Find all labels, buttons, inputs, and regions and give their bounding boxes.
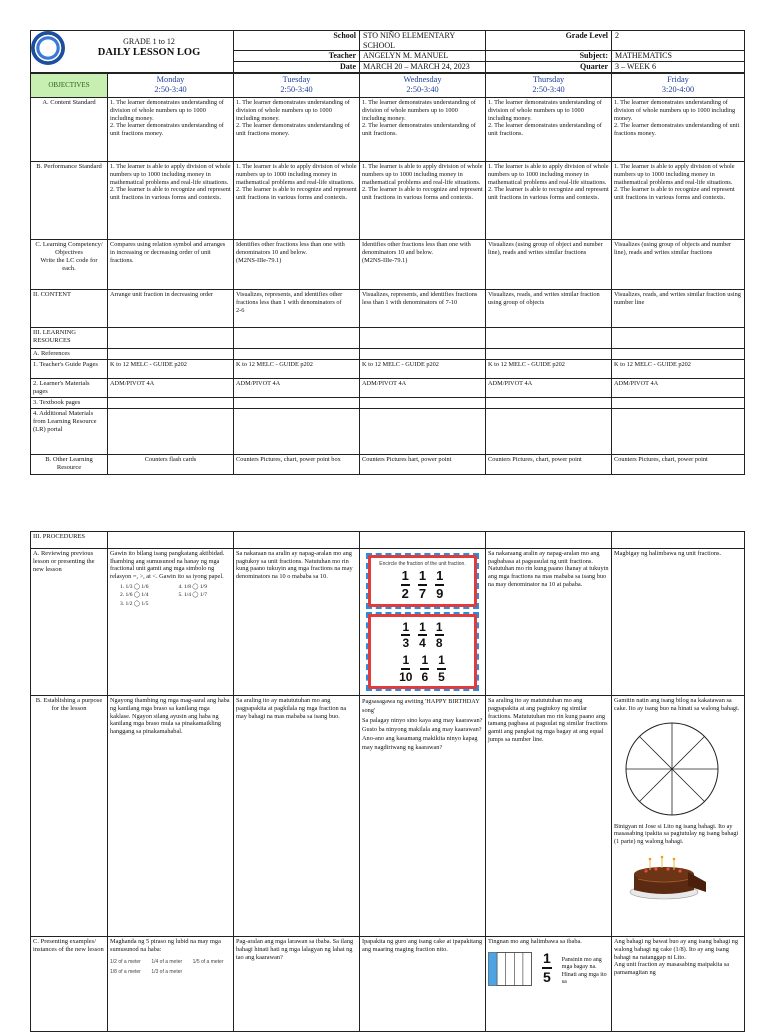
- cell-tuesday: Pag-aralan ang mga larawan sa ibaba. Sa ilang bahagi hinati hati ng mga lalagyan ng lahat ng tao ang kaarawan?: [234, 937, 360, 1032]
- numerator: 1: [435, 620, 444, 637]
- rope-lengths: [110, 959, 231, 975]
- unit-fraction-card-top: [368, 555, 477, 607]
- example-intro: Tingnan mo ang halimbawa sa ibaba.: [488, 938, 582, 946]
- row-label: II. CONTENT: [31, 290, 108, 328]
- fraction-row: [373, 568, 472, 602]
- unit-fraction: [401, 620, 410, 651]
- denominator: 4: [419, 636, 426, 651]
- cell-tuesday: Identifies other fractions less than one with denominators 10 and below. (M2NS-IIIe-79.1): [234, 240, 360, 290]
- card-heading: Encircle the fraction of the unit fraction.: [379, 561, 466, 567]
- row-label: A. References: [31, 349, 108, 360]
- fraction-row: [373, 620, 472, 651]
- objectives-table: [30, 73, 745, 475]
- cell-thursday: 1. The learner demonstrates understanding of division of whole numbers up to 1000 including money. 2. The learner demonstrates understanding of unit fractions.: [486, 98, 612, 162]
- day-name: Friday: [667, 75, 689, 85]
- cell-thursday: [486, 937, 612, 1032]
- comparison-item: 4. 1/8 ◯ 1/9: [178, 583, 207, 590]
- cell-wednesday: 1. The learner demonstrates understanding of division of whole numbers up to 1000 including money. 2. The learner demonstrates understanding of unit fractions.: [360, 98, 486, 162]
- cell-monday: ADM/PIVOT 4A: [108, 379, 234, 398]
- quarter-key: Quarter: [486, 62, 612, 73]
- day-monday: [108, 74, 234, 98]
- subject-value: MATHEMATICS: [612, 51, 745, 62]
- comparison-item: 2. 1/6 ◯ 1/4: [120, 592, 149, 599]
- row-performance-standard: [31, 162, 745, 240]
- row-content: [31, 290, 745, 328]
- row-learning-resources: [31, 328, 745, 349]
- cell-monday: K to 12 MELC - GUIDE p202: [108, 360, 234, 379]
- cell-tuesday: Visualizes, represents, and identifies other fractions less than 1 with denominators of 2-6: [234, 290, 360, 328]
- day-time: 2:50-3:40: [532, 84, 565, 94]
- cell-tuesday: Sa nakaraan na aralin ay napag-aralan mo ang pagtukoy sa unit fractions. Natutuhan mo rin kung paano tukuyin ang mga fractions na may denominators na 10 o mababa sa 10.: [234, 549, 360, 696]
- circle-eighths-diagram: [622, 719, 742, 819]
- teacher-key: Teacher: [234, 51, 360, 62]
- grade-level-value: 2: [612, 31, 745, 51]
- denominator: 6: [421, 669, 429, 684]
- cell-thursday: Counters Pictures, chart, power point: [486, 455, 612, 475]
- unit-fraction: [399, 653, 412, 684]
- quarter-value: 3 – WEEK 6: [612, 62, 745, 73]
- row-label: 4. Additional Materials from Learning Resource (LR) portal: [31, 409, 108, 455]
- teacher-value: ANGELYN M. MANUEL: [360, 51, 486, 62]
- fifths-example: [488, 950, 609, 986]
- date-key: Date: [234, 62, 360, 73]
- cell-monday: 1. The learner demonstrates understanding of division of whole numbers up to 1000 including money. 2. The learner demonstrates understanding of unit fractions money.: [108, 98, 234, 162]
- row-additional-materials: [31, 409, 745, 455]
- row-label: B. Other Learning Resource: [31, 455, 108, 475]
- header-title-cell: [31, 31, 234, 73]
- unit-fraction: [435, 620, 444, 651]
- row-learning-competency: [31, 240, 745, 290]
- cell-tuesday: K to 12 MELC - GUIDE p202: [234, 360, 360, 379]
- rope-length-item: 1/5 of a meter: [192, 958, 224, 965]
- day-time: 2:50-3:40: [280, 84, 313, 94]
- cell-monday: Arrange unit fraction in decreasing order: [108, 290, 234, 328]
- cake-description: Binigyan ni Jose si Lito ng isang bahagi. Ito ay masasabing ipakita sa pagtutulay ng isang bahagi (1 parte) ng walong bahagi.: [614, 822, 739, 845]
- unit-fraction: [418, 568, 427, 602]
- circle-eighths-icon: [622, 719, 722, 819]
- cell-monday: Ngayong ihambing ng mga mag-aaral ang haba ng kanilang mga braso sa kanilang mga kaklase. Ngayon silang ayusin ang haba ng kanilang mga braso mula sa pinakamaikling hanggang sa pinakamahabal.: [108, 696, 234, 937]
- cell-monday: [108, 937, 234, 1032]
- row-label: C. Presenting examples/ instances of the new lesson: [31, 937, 108, 1032]
- cell-friday: ADM/PIVOT 4A: [612, 379, 745, 398]
- unit-fraction-card-bottom: [368, 614, 477, 690]
- denominator: 9: [436, 585, 444, 601]
- cell-wednesday: [360, 696, 486, 937]
- row-label: III. LEARNING RESOURCES: [31, 328, 108, 349]
- day-wednesday: [360, 74, 486, 98]
- row-label: 2. Learner's Materials pages: [31, 379, 108, 398]
- cell-thursday: 1. The learner is able to apply division of whole numbers up to 1000 including money in mathematical problems and real-life situations. 2. The learner is able to recognize and represent unit fractions in various forms and contexts.: [486, 162, 612, 240]
- cell-tuesday: Counters Pictures, chart, power point box: [234, 455, 360, 475]
- numerator: 1: [418, 568, 427, 586]
- cell-friday: 1. The learner demonstrates understanding of division of whole numbers up to 1000 including money. 2. The learner demonstrates understanding of unit fractions money.: [612, 98, 745, 162]
- cake-image: [626, 852, 742, 902]
- grade-level-key: Grade Level: [486, 31, 612, 51]
- subject-key: Subject:: [486, 51, 612, 62]
- cell-friday: Magbigay ng halimbawa ng unit fractions.: [612, 549, 745, 696]
- numerator: 1: [437, 653, 446, 670]
- row-label: 1. Teacher's Guide Pages: [31, 360, 108, 379]
- cell-wednesday: Ipapakita ng guro ang isang cake at ipapakitang ang maaring maging fraction nito.: [360, 937, 486, 1032]
- day-name: Monday: [156, 75, 185, 85]
- lesson-log-page-2: [30, 531, 744, 1032]
- cell-tuesday: 1. The learner is able to apply division of whole numbers up to 1000 including money in mathematical problems and real-life situations. 2. The learner is able to recognize and represent unit fractions in various forms and contexts.: [234, 162, 360, 240]
- day-thursday: [486, 74, 612, 98]
- cell-monday: 1. The learner is able to apply division of whole numbers up to 1000 including money in mathematical problems and real-life situations. 2. The learner is able to recognize and represent unit fractions in various forms and contexts.: [108, 162, 234, 240]
- row-label: C. Learning Competency/ Objectives Write the LC code for each.: [31, 240, 108, 290]
- cell-friday: Visualizes, reads, and writes similar fraction using number line: [612, 290, 745, 328]
- denominator: 10: [399, 669, 413, 684]
- row-teachers-guide: [31, 360, 745, 379]
- unit-fraction: [418, 620, 427, 651]
- cell-thursday: Sa araling ito ay matututuhan mo ang pagpapakita at ang pagtukoy ng similar fractions. Matututuhan mo rin kung paano ang tamang pagbasa at pagsulat ng similar fractions gamit ang pangkat ng mga bagay at ang equal jumps sa number line.: [486, 696, 612, 937]
- day-name: Wednesday: [403, 75, 442, 85]
- unit-fraction: [435, 568, 444, 602]
- denominator: 8: [435, 636, 443, 651]
- row-presenting: [31, 937, 745, 1032]
- header-table: [30, 30, 745, 73]
- school-value: STO NIÑO ELEMENTARY SCHOOL: [360, 31, 486, 51]
- cell-wednesday: Counters Pictures hart, power point: [360, 455, 486, 475]
- rope-instruction: Maghanda ng 5 piraso ng lubid na may mga sumusunod na haba:: [110, 938, 221, 953]
- rope-length-item: 1/3 of a meter: [151, 968, 183, 975]
- numerator: 1: [401, 620, 410, 637]
- cell-monday: Counters flash cards: [108, 455, 234, 475]
- fraction-row: [373, 653, 472, 684]
- example-note: Pansinin mo ang mga bagay na. Hinati ang mga ito sa: [561, 956, 607, 985]
- cell-thursday: K to 12 MELC - GUIDE p202: [486, 360, 612, 379]
- doc-title: DAILY LESSON LOG: [97, 46, 201, 58]
- cell-friday: [612, 696, 745, 937]
- row-label: A. Reviewing previous lesson or presenting the new lesson: [31, 549, 108, 696]
- day-time: 3:20-4:00: [661, 84, 695, 94]
- numerator: 1: [418, 620, 427, 637]
- comparison-items: [110, 584, 231, 608]
- fraction-one-fifth: $\frac{1}{5}$: [543, 949, 551, 986]
- numerator: 1: [401, 653, 410, 670]
- cell-wednesday: [360, 549, 486, 696]
- row-textbook: [31, 398, 745, 409]
- cell-thursday: Visualizes, reads, and writes similar fraction using group of objects: [486, 290, 612, 328]
- cell-wednesday: Identifies other fractions less than one with denominators 10 and below. (M2NS-IIIe-79.1): [360, 240, 486, 290]
- day-friday: [612, 74, 745, 98]
- numerator: 1: [401, 568, 410, 586]
- cell-thursday: Visualizes (using group of object and number line), reads and writes similar fractions: [486, 240, 612, 290]
- cell-friday: Counters Pictures, chart, power point: [612, 455, 745, 475]
- cell-friday: 1. The learner is able to apply division of whole numbers up to 1000 including money in mathematical problems and real-life situations. 2. The learner is able to recognize and represent unit fractions in various forms and contexts.: [612, 162, 745, 240]
- cell-tuesday: Sa araling ito ay matututuhan mo ang pagpapakita at pagkilala ng mga fraction na may bahagi na mas mababa sa isang buo.: [234, 696, 360, 937]
- row-learners-materials: [31, 379, 745, 398]
- denominator: 7: [418, 585, 427, 601]
- fifths-bar-icon: [488, 952, 532, 986]
- denominator: 5: [438, 669, 445, 684]
- cell-monday: Compares using relation symbol and arranges in increasing or decreasing order of unit fractions.: [108, 240, 234, 290]
- cell-monday: [108, 549, 234, 696]
- cell-thursday: ADM/PIVOT 4A: [486, 379, 612, 398]
- cell-tuesday: 1. The learner demonstrates understanding of division of whole numbers up to 1000 including money. 2. The learner demonstrates understanding of unit fractions money.: [234, 98, 360, 162]
- row-label: A. Content Standard: [31, 98, 108, 162]
- rope-length-item: 1/4 of a meter: [151, 958, 183, 965]
- unit-fraction: [401, 568, 410, 602]
- cell-tuesday: ADM/PIVOT 4A: [234, 379, 360, 398]
- song-prompt: Pagsasagawa ng awiting 'HAPPY BIRTHDAY song' Sa palagay ninyo sino kaya ang may kaarawan? Gusto ba ninyong makilala ang may kaarawan? Ano-ano ang kasamang makikita ninyo kapag may nagdiriwang ng kaarawan?: [362, 698, 483, 751]
- denominator: 2: [401, 585, 409, 601]
- rope-length-item: 1/2 of a meter: [110, 958, 141, 965]
- cell-thursday: Sa nakaraang aralin ay napag-aralan mo ang pagbabasa at pagsusulat ng unit fractions. Natutuhan mo rin kung paano ihanay at tukuyin ang mga fractions na mas mababa sa isang buo na may denominator na 10 at pababa.: [486, 549, 612, 696]
- day-time: 2:50-3:40: [406, 84, 439, 94]
- lesson-log-page-1: [30, 30, 744, 475]
- row-references: [31, 349, 745, 360]
- row-label: B. Performance Standard: [31, 162, 108, 240]
- procedures-label: III. PROCEDURES: [31, 532, 108, 549]
- cell-wednesday: 1. The learner is able to apply division of whole numbers up to 1000 including money in mathematical problems and real-life situations. 2. The learner is able to recognize and represent unit fractions in various forms and contexts.: [360, 162, 486, 240]
- school-key: School: [234, 31, 360, 51]
- fifths-bar: [488, 952, 532, 986]
- deped-seal-icon: [31, 31, 65, 65]
- cell-friday: Ang bahagi ng bawat buo ay ang isang bahagi ng walong bahagi ng cake (1/8). Ito ay ang isang bahagi na natanggap ni Lito. Ang unit fraction ay masasabing maipakita sa pamamagitan ng: [612, 937, 745, 1032]
- objectives-label: OBJECTIVES: [31, 74, 108, 98]
- day-name: Thursday: [532, 75, 565, 85]
- row-label: B. Establishing a purpose for the lesson: [31, 696, 108, 937]
- cell-friday: K to 12 MELC - GUIDE p202: [612, 360, 745, 379]
- cell-wednesday: ADM/PIVOT 4A: [360, 379, 486, 398]
- row-reviewing: [31, 549, 745, 696]
- denominator: 3: [402, 636, 410, 651]
- cake-intro: Gamitin natin ang isang bilog na kakatawan sa cake. Ito ay isang buo na hinati sa walong bahagi.: [614, 697, 740, 712]
- procedures-table: [30, 531, 745, 1032]
- day-tuesday: [234, 74, 360, 98]
- numerator: 1: [420, 653, 429, 670]
- numerator: 1: [435, 568, 444, 586]
- cell-wednesday: K to 12 MELC - GUIDE p202: [360, 360, 486, 379]
- unit-fraction: [420, 653, 429, 684]
- cell-friday: Visualizes (using group of objects and number line), reads and writes similar fractions: [612, 240, 745, 290]
- row-label: 3. Textbook pages: [31, 398, 108, 409]
- day-time: 2:50-3:40: [154, 84, 187, 94]
- comparison-item: 5. 1/4 ◯ 1/7: [178, 592, 207, 599]
- row-other-resources: [31, 455, 745, 475]
- instruction-text: Gawin ito bilang isang pangkatang aktibidad. Ihambing ang sumusunod na hanay ng mga fractional unit gamit ang mga simbolo ng relasyon =, >, at <. Gawin ito sa iyong papel.: [110, 550, 225, 581]
- day-name: Tuesday: [282, 75, 311, 85]
- comparison-item: 1. 1/3 ◯ 1/6: [120, 583, 149, 590]
- cell-wednesday: Visualizes, represents, and identifies fractions less than 1 with denominators of 7-10: [360, 290, 486, 328]
- row-content-standard: [31, 98, 745, 162]
- comparison-item: 3. 1/2 ◯ 1/5: [120, 601, 149, 608]
- cake-icon: [626, 852, 708, 902]
- row-establishing: [31, 696, 745, 937]
- grade-range: GRADE 1 to 12: [123, 36, 175, 46]
- rope-length-item: 1/8 of a meter: [110, 968, 141, 975]
- unit-fraction: [437, 653, 446, 684]
- date-value: MARCH 20 – MARCH 24, 2023: [360, 62, 486, 73]
